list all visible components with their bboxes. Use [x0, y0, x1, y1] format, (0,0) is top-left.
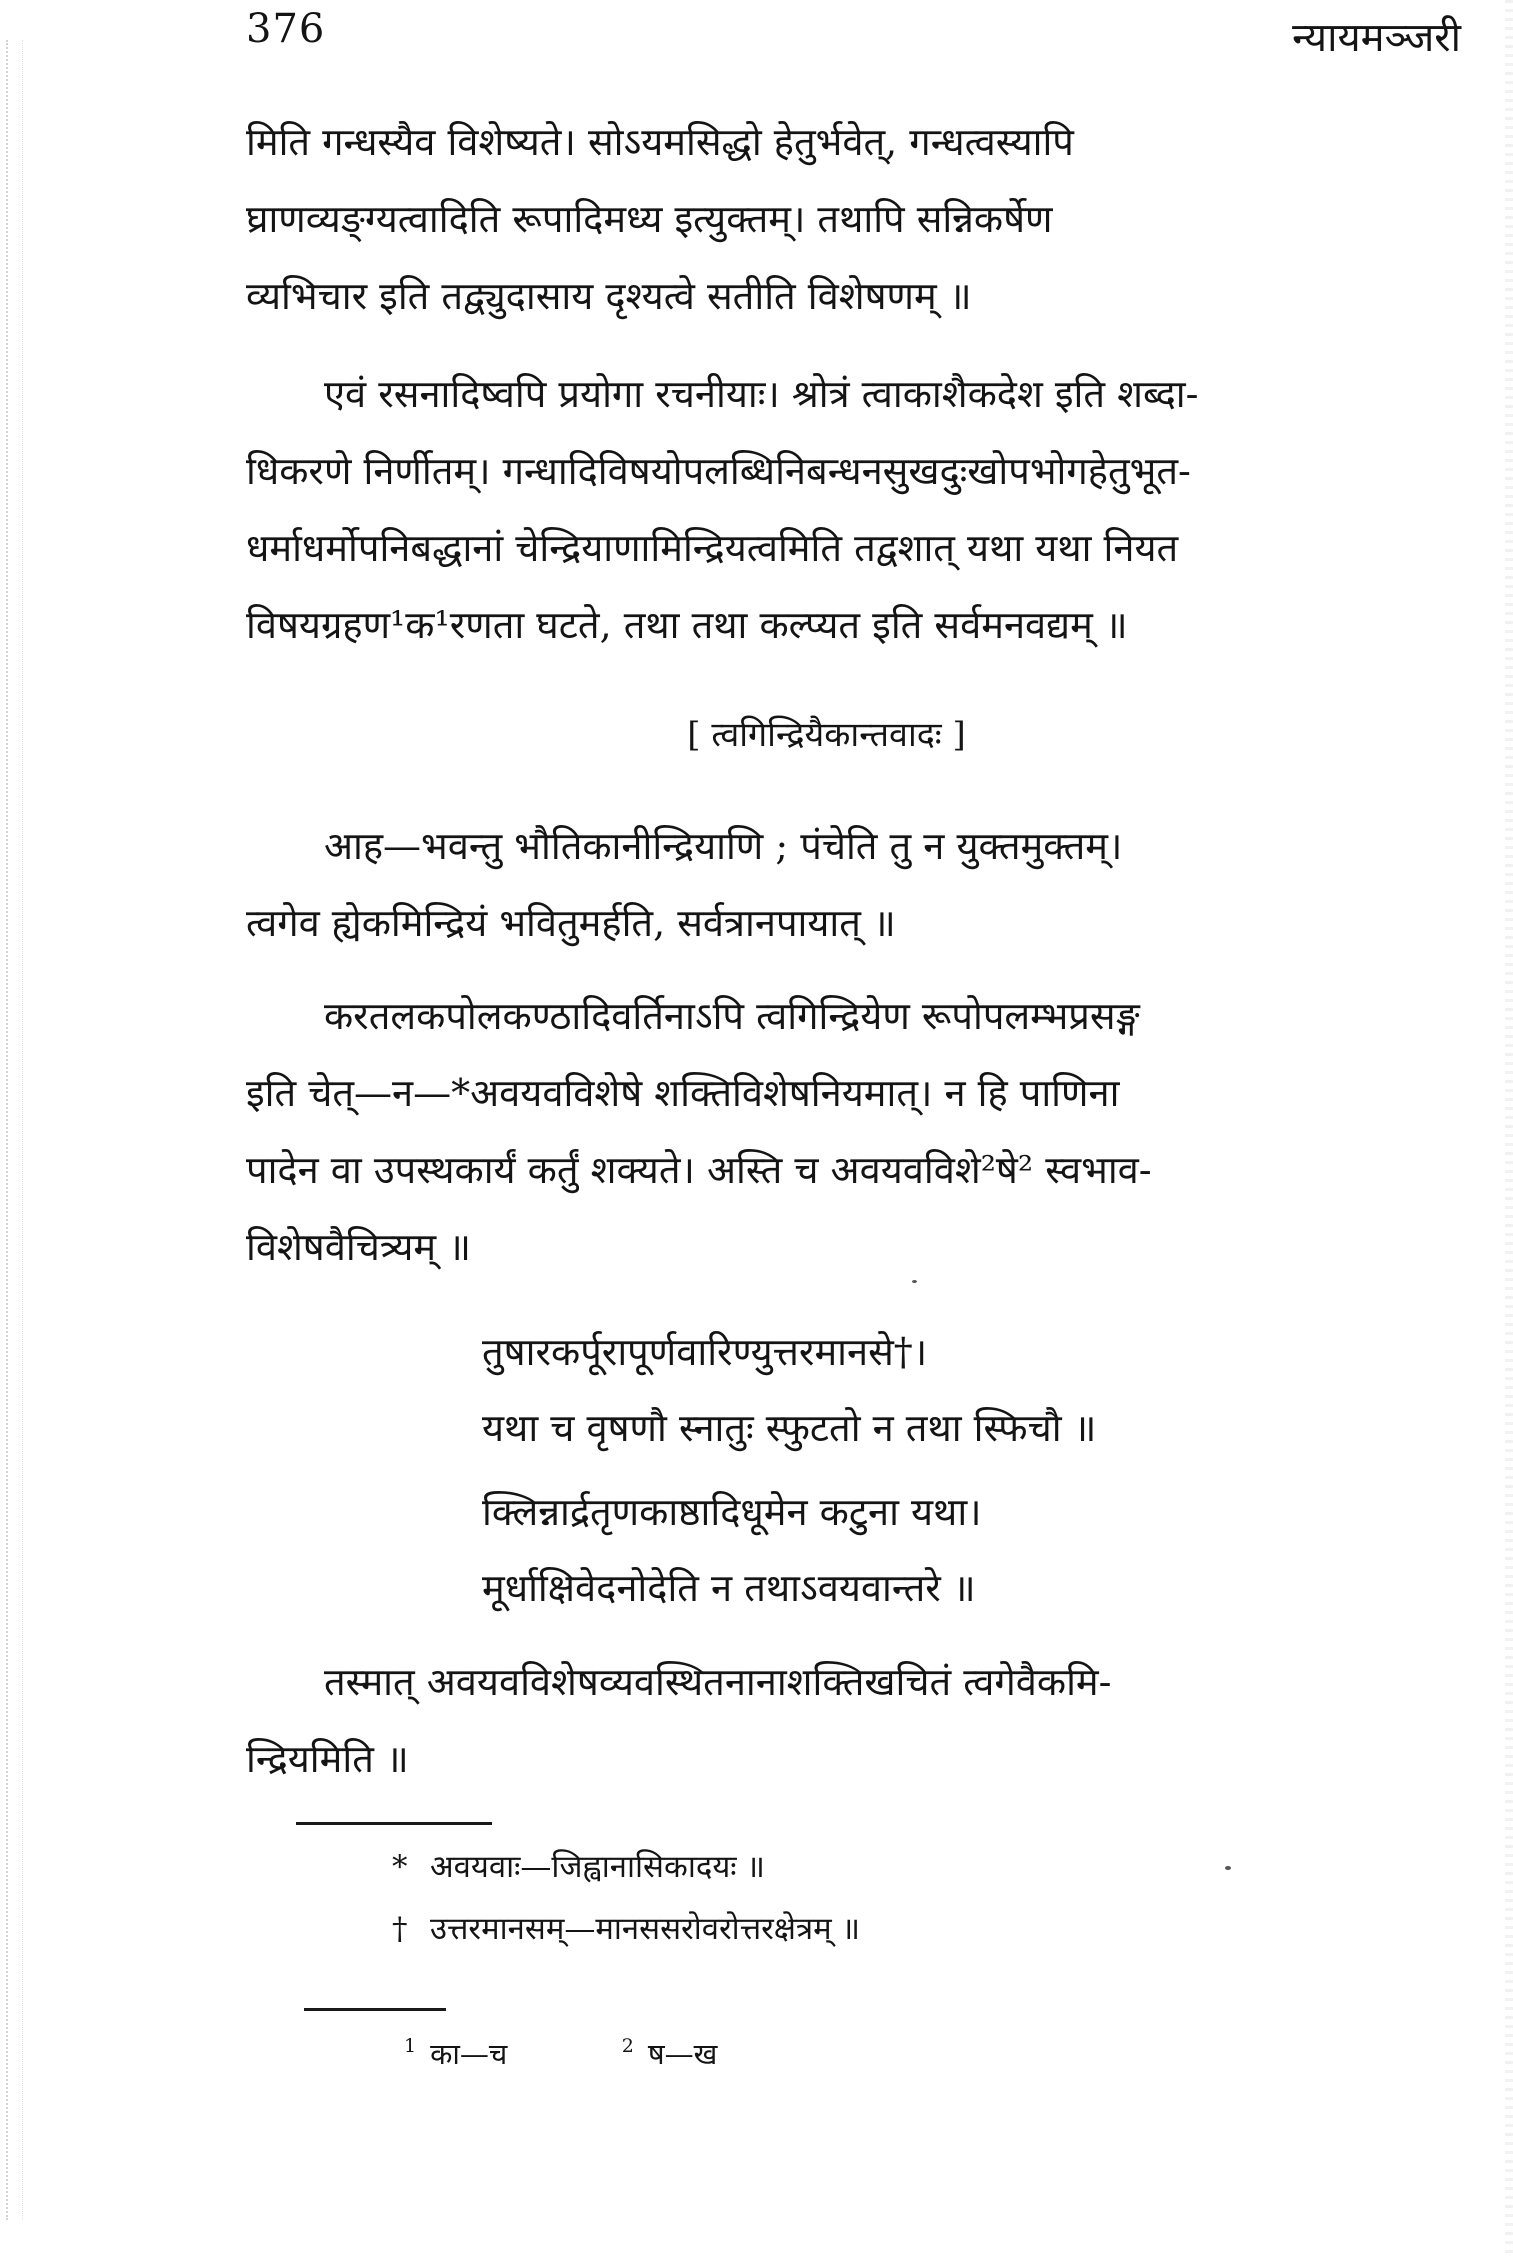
paragraph-5 — [246, 1644, 1466, 1798]
text-line: तस्मात् अवयवविशेषव्यवस्थितनानाशक्तिखचितं त्वगेवैकमि- — [324, 1660, 1112, 1704]
paragraph-1 — [246, 104, 1466, 335]
binding-edge-left — [6, 40, 23, 2220]
text-line: व्यभिचार इति तद्व्युदासाय दृश्यत्वे सतीति विशेषणम् ॥ — [246, 274, 972, 318]
verse-line: तुषारकर्पूरापूर्णवारिण्युत्तरमानसे†। — [482, 1330, 928, 1374]
paragraph-3 — [246, 808, 1466, 962]
variants-rule — [304, 2008, 446, 2011]
text-line: आह—भवन्तु भौतिकानीन्द्रियाणि ; पंचेति तु न युक्तमुक्तम्। — [324, 824, 1123, 868]
text-line: धर्माधर्मोपनिबद्धानां चेन्द्रियाणामिन्द्रियत्वमिति तद्वशात् यथा यथा नियत — [246, 526, 1179, 570]
text-line: घ्राणव्यङ्ग्यत्वादिति रूपादिमध्य इत्युक्तम्। तथापि सन्निकर्षेण — [246, 197, 1053, 241]
verse-2 — [482, 1474, 982, 1626]
verse-1 — [482, 1314, 1096, 1466]
section-heading: [ त्वगिन्द्रियैकान्तवादः ] — [687, 715, 966, 755]
running-title: न्यायमञ्जरी — [1292, 15, 1461, 61]
variant-number: 1 — [404, 2035, 417, 2057]
footnote-1 — [392, 1836, 765, 1898]
ink-speck — [912, 1280, 917, 1283]
page-number: 376 — [246, 6, 326, 52]
footnote-text: उत्तरमानसम्—मानससरोवरोत्तरक्षेत्रम् ॥ — [430, 1911, 861, 1947]
variant-readings — [404, 2034, 717, 2073]
variant-text: का—च — [430, 2037, 508, 2071]
footnote-mark: * — [392, 1849, 408, 1885]
footnote-2 — [392, 1898, 860, 1960]
text-line: करतलकपोलकण्ठादिवर्तिनाऽपि त्वगिन्द्रियेण रूपोपलम्भप्रसङ्ग — [324, 994, 1140, 1038]
paragraph-2 — [246, 356, 1466, 664]
paragraph-4 — [246, 978, 1466, 1286]
text-line: विशेषवैचित्र्यम् ॥ — [246, 1225, 471, 1269]
variant-number: 2 — [621, 2035, 634, 2057]
footnote-text: अवयवाः—जिह्वानासिकादयः ॥ — [430, 1849, 765, 1885]
binding-edge-right — [1505, 0, 1513, 2256]
verse-line: मूर्धाक्षिवेदनोदेति न तथाऽवयवान्तरे ॥ — [482, 1566, 976, 1610]
variant-text: ष—ख — [647, 2037, 718, 2071]
text-line: विषयग्रहण¹क¹रणता घटते, तथा तथा कल्प्यत इति सर्वमनवद्यम् ॥ — [246, 603, 1128, 647]
text-line: धिकरणे निर्णीतम्। गन्धादिविषयोपलब्धिनिबन्धनसुखदुःखोपभोगहेतुभूत- — [246, 449, 1191, 493]
text-line: त्वगेव ह्येकमिन्द्रियं भवितुमर्हति, सर्वत्रानपायात् ॥ — [246, 901, 896, 945]
verse-line: क्लिन्नार्द्रतृणकाष्ठादिधूमेन कटुना यथा। — [482, 1490, 982, 1534]
verse-line: यथा च वृषणौ स्नातुः स्फुटतो न तथा स्फिचौ ॥ — [482, 1406, 1097, 1450]
ink-speck — [1225, 1866, 1231, 1870]
text-line: न्द्रियमिति ॥ — [246, 1737, 409, 1781]
text-line: एवं रसनादिष्वपि प्रयोगा रचनीयाः। श्रोत्रं त्वाकाशैकदेश इति शब्दा- — [324, 372, 1199, 416]
text-line: पादेन वा उपस्थकार्यं कर्तुं शक्यते। अस्ति च अवयवविशे²षे² स्वभाव- — [246, 1148, 1152, 1192]
footnote-mark: † — [392, 1911, 408, 1947]
footnote-rule — [296, 1822, 492, 1825]
text-line: इति चेत्—न—*अवयवविशेषे शक्तिविशेषनियमात्। न हि पाणिना — [246, 1071, 1120, 1115]
text-line: मिति गन्धस्यैव विशेष्यते। सोऽयमसिद्धो हेतुर्भवेत्, गन्धत्वस्यापि — [246, 120, 1074, 164]
